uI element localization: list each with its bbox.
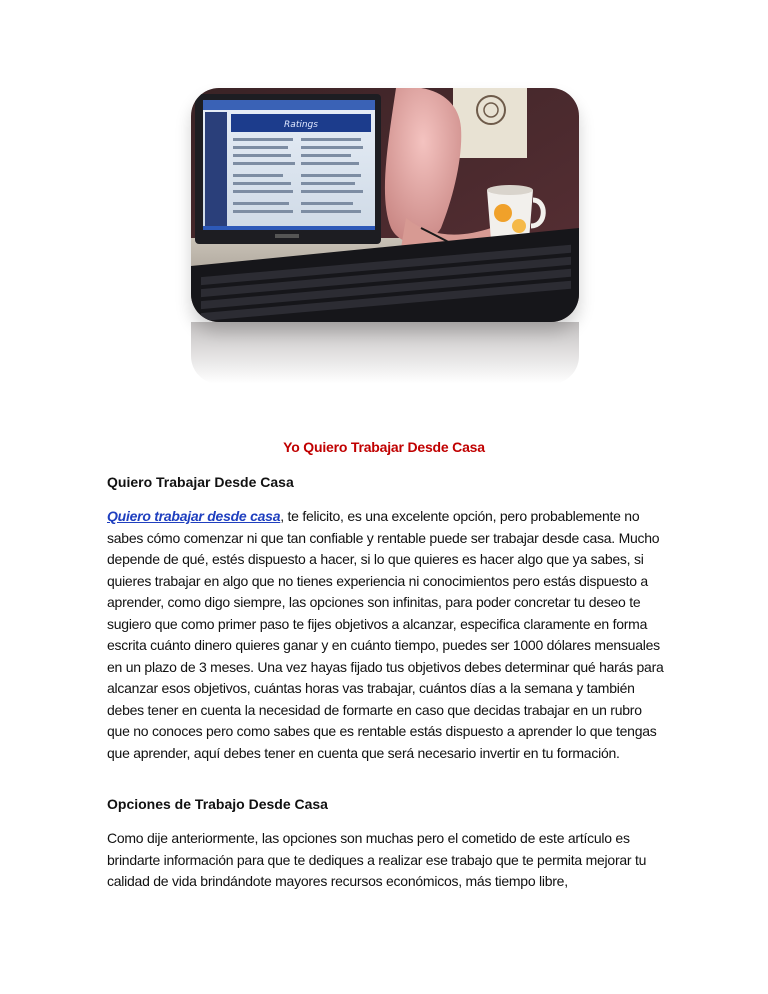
photo-frame	[191, 88, 579, 322]
paragraph-1	[107, 506, 667, 764]
section-paragraph-1	[107, 506, 667, 764]
article-photo	[191, 88, 579, 322]
document-title: Yo Quiero Trabajar Desde Casa	[283, 439, 485, 455]
paragraph-2: Como dije anteriormente, las opciones son muchas pero el cometido de este artículo es brindarte información para que te dediques a realizar ese trabajo que te permita mejorar tu calidad de vida brindándote mayores recursos económicos, más tiempo libre,	[107, 830, 647, 889]
desk-photo-illustration	[191, 88, 579, 322]
photo-reflection	[191, 322, 579, 384]
section-heading-1	[107, 474, 667, 490]
heading-quiero-trabajar: Quiero Trabajar Desde Casa	[107, 474, 294, 490]
section-paragraph-2	[107, 828, 667, 893]
svg-text:Ratings: Ratings	[284, 120, 318, 130]
link-quiero-trabajar[interactable]: Quiero trabajar desde casa	[107, 508, 281, 524]
section-heading-2	[107, 796, 667, 812]
paragraph-1-text: , te felicito, es una excelente opción, pero probablemente no sabes cómo comenzar ni que tan confiable y rentable puede ser trabajar desde casa. Mucho depende de qué, estés dispuesto a hacer, si lo que quieres es hacer algo que ya sabes, si quieres trabajar en algo que no tienes experiencia ni conocimientos pero estás dispuesto a aprender, como digo siempre, las opciones son infinitas, para poder concretar tu deseo te sugiero que como primer paso te fijes objetivos a alcanzar, especifica claramente en forma escrita cuánto dinero quieres ganar y en cuánto tiempo, puedes ser 1000 dólares mensuales en un plazo de 3 meses. Una vez hayas fijado tus objetivos debes determinar qué harás para alcanzar esos objetivos, cuántas horas vas trabajar, cuántos días a la semana y también debes tener en cuenta la necesidad de formarte en caso que decidas trabajar en un rubro que no conoces pero como sabes que es rentable estás dispuesto a aprender lo que tengas que aprender, aquí debes tener en cuenta que será necesario invertir en tu formación.	[107, 508, 664, 761]
heading-opciones: Opciones de Trabajo Desde Casa	[107, 796, 328, 812]
